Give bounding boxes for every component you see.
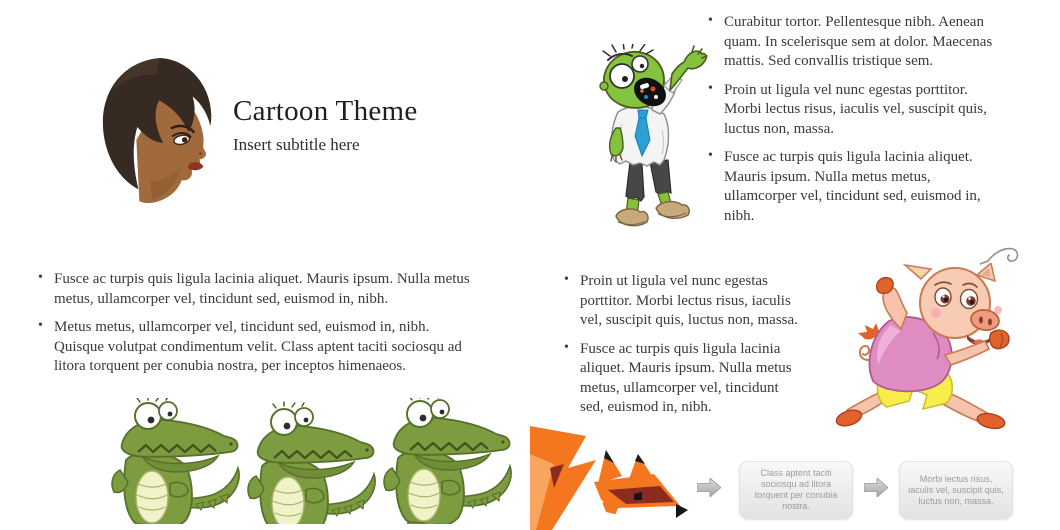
bullet-list [563, 272, 805, 427]
fox-illustration [530, 410, 760, 530]
arrow-right-icon [697, 478, 721, 497]
process-step-text: Class aptent taciti sociosqu ad litora torquent per conubia nostra. [754, 468, 838, 511]
woman-head-illustration [93, 53, 231, 205]
bullet-item: • Metus metus, ullamcorper vel, tincidunt sed, euismod in, nibh. Quisque volutpat condimentum velit. Class aptent taciti sociosqu ad litora torquent per conubia nostra, per inceptos himenaeos. [37, 318, 481, 377]
bullet-item: • Proin ut ligula vel nunc egestas porttitor. Morbi lectus risus, iaculis vel, suscipit quis, luctus non, massa. [563, 272, 805, 331]
slide-bullets-zombie[interactable] [530, 0, 1060, 265]
bullet-item: • Fusce ac turpis quis ligula lacinia aliquet. Mauris ipsum. Nulla metus metus, ullamcorper vel, tincidunt sed, euismod in, nibh. [37, 270, 481, 309]
page-title: Cartoon Theme [233, 95, 418, 127]
arrow-right-icon [864, 478, 888, 497]
process-step-text: Morbi lectus risus, iaculis vel, suscipit quis, luctus non, massa. [908, 473, 1004, 506]
crocodiles-illustration [106, 398, 518, 524]
page-subtitle: Insert subtitle here [233, 135, 360, 154]
bullet-list [707, 13, 1005, 235]
bullet-item: • Proin ut ligula vel nunc egestas porttitor. Morbi lectus risus, iaculis vel, suscipit quis, luctus non, massa. [707, 81, 1005, 140]
bullet-item: • Fusce ac turpis quis ligula lacinia aliquet. Mauris ipsum. Nulla metus metus, ullamcorper vel, tincidunt sed, euismod in, nibh. [707, 148, 1005, 226]
bullet-item: • Fusce ac turpis quis ligula lacinia aliquet. Mauris ipsum. Nulla metus metus, ullamcorper vel, tincidunt sed, euismod in, nibh. [563, 340, 805, 418]
process-step-box[interactable] [899, 461, 1013, 519]
bullet-item: • Curabitur tortor. Pellentesque nibh. Aenean quam. In scelerisque sem at dolor. Maecenas mattis. Sed convallis tristique sem. [707, 13, 1005, 72]
bullet-list [37, 270, 481, 386]
process-step-box[interactable] [739, 461, 853, 519]
slide-bullets-crocodiles[interactable] [0, 265, 530, 530]
slide-bullets-process-pig[interactable] [530, 265, 1060, 530]
pig-illustration [825, 263, 1040, 433]
slide-title[interactable] [0, 0, 530, 265]
zombie-illustration [580, 44, 708, 244]
